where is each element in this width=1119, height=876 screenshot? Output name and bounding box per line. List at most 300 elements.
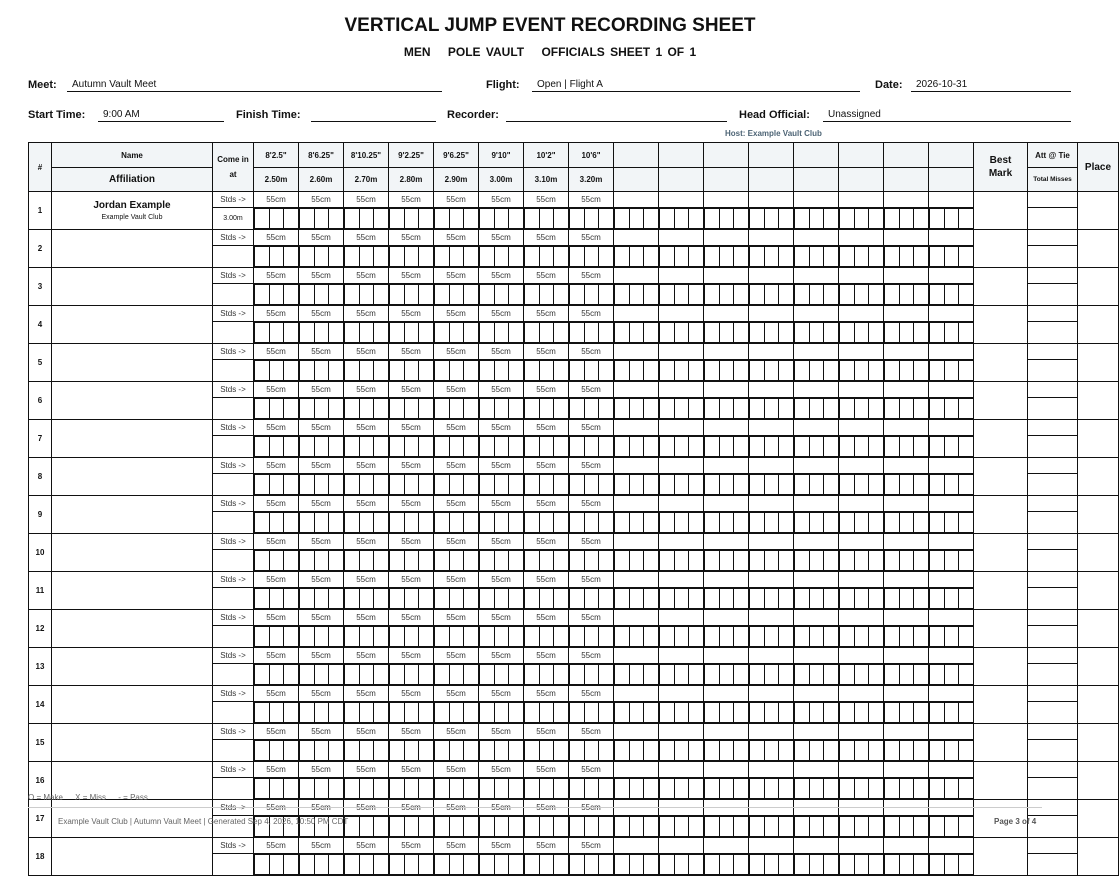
attempt-box[interactable]: [300, 399, 315, 419]
attempt-box[interactable]: [824, 285, 839, 305]
attempt-box[interactable]: [629, 361, 644, 381]
best-mark-cell[interactable]: [974, 838, 1028, 876]
attempt-box[interactable]: [494, 627, 509, 647]
attempt-box[interactable]: [750, 437, 765, 457]
standards-cell[interactable]: [884, 686, 929, 702]
attempt-box[interactable]: [374, 779, 389, 799]
standards-cell[interactable]: [659, 344, 704, 360]
standards-cell[interactable]: 55cm: [389, 420, 434, 436]
attempt-box[interactable]: [284, 627, 299, 647]
attempt-box[interactable]: [719, 741, 734, 761]
attempt-box[interactable]: [570, 855, 585, 875]
standards-cell[interactable]: [839, 686, 884, 702]
attempt-box[interactable]: [525, 817, 540, 837]
attempt-box[interactable]: [795, 855, 810, 875]
attempt-box[interactable]: [255, 437, 270, 457]
attempt-box[interactable]: [824, 817, 839, 837]
attempt-box[interactable]: [345, 551, 360, 571]
attempt-box[interactable]: [374, 247, 389, 267]
attempt-box[interactable]: [284, 285, 299, 305]
attempt-box[interactable]: [660, 703, 675, 723]
attempt-box[interactable]: [854, 399, 869, 419]
standards-cell[interactable]: [614, 420, 659, 436]
attempt-box[interactable]: [449, 855, 464, 875]
attempt-box[interactable]: [584, 855, 599, 875]
standards-cell[interactable]: [929, 610, 974, 626]
standards-cell[interactable]: 55cm: [524, 420, 569, 436]
come-in-height[interactable]: 3.00m: [213, 208, 254, 230]
attempt-box[interactable]: [359, 209, 374, 229]
attempt-box[interactable]: [314, 855, 329, 875]
attempt-box[interactable]: [689, 475, 704, 495]
attempt-box[interactable]: [809, 323, 824, 343]
attempt-box[interactable]: [449, 247, 464, 267]
attempt-box[interactable]: [674, 855, 689, 875]
attempt-box[interactable]: [899, 779, 914, 799]
attempt-box[interactable]: [314, 209, 329, 229]
attempt-box[interactable]: [869, 247, 884, 267]
attempt-box[interactable]: [764, 665, 779, 685]
attempt-box[interactable]: [480, 627, 495, 647]
attempt-box[interactable]: [959, 285, 974, 305]
standards-cell[interactable]: 55cm: [254, 572, 299, 588]
attempt-box[interactable]: [539, 247, 554, 267]
attempt-box[interactable]: [930, 475, 945, 495]
standards-cell[interactable]: [704, 838, 749, 854]
attempt-box[interactable]: [750, 589, 765, 609]
attempt-box[interactable]: [480, 741, 495, 761]
attempt-box[interactable]: [885, 703, 900, 723]
attempt-box[interactable]: [329, 285, 344, 305]
standards-cell[interactable]: [659, 382, 704, 398]
attempt-box[interactable]: [750, 855, 765, 875]
attempt-box[interactable]: [269, 437, 284, 457]
attempt-box[interactable]: [390, 399, 405, 419]
standards-cell[interactable]: [704, 724, 749, 740]
standards-cell[interactable]: [704, 458, 749, 474]
attempt-box[interactable]: [269, 247, 284, 267]
attempt-box[interactable]: [374, 209, 389, 229]
standards-cell[interactable]: 55cm: [434, 686, 479, 702]
attempt-box[interactable]: [734, 589, 749, 609]
attempt-box[interactable]: [644, 551, 659, 571]
standards-cell[interactable]: 55cm: [344, 838, 389, 854]
standards-cell[interactable]: 55cm: [479, 572, 524, 588]
standards-cell[interactable]: [749, 344, 794, 360]
standards-cell[interactable]: [614, 610, 659, 626]
attempt-box[interactable]: [314, 513, 329, 533]
attempt-box[interactable]: [599, 589, 614, 609]
come-in-height[interactable]: [213, 322, 254, 344]
attempt-box[interactable]: [599, 209, 614, 229]
attempt-box[interactable]: [570, 665, 585, 685]
attempt-box[interactable]: [660, 779, 675, 799]
attempt-box[interactable]: [674, 209, 689, 229]
attempt-box[interactable]: [435, 627, 450, 647]
attempt-box[interactable]: [359, 665, 374, 685]
standards-cell[interactable]: 55cm: [254, 344, 299, 360]
attempt-box[interactable]: [404, 323, 419, 343]
attempt-box[interactable]: [764, 475, 779, 495]
attempt-box[interactable]: [374, 855, 389, 875]
attempt-box[interactable]: [464, 513, 479, 533]
attempt-box[interactable]: [359, 627, 374, 647]
place-cell[interactable]: [1078, 686, 1119, 724]
attempt-box[interactable]: [255, 589, 270, 609]
standards-cell[interactable]: 55cm: [254, 686, 299, 702]
attempt-box[interactable]: [674, 513, 689, 533]
standards-cell[interactable]: 55cm: [479, 762, 524, 778]
attempt-box[interactable]: [494, 551, 509, 571]
attempt-box[interactable]: [554, 855, 569, 875]
attempt-box[interactable]: [959, 475, 974, 495]
attempt-box[interactable]: [869, 589, 884, 609]
standards-cell[interactable]: [884, 610, 929, 626]
attempt-box[interactable]: [269, 399, 284, 419]
attempt-box[interactable]: [509, 513, 524, 533]
standards-cell[interactable]: [614, 230, 659, 246]
attempt-box[interactable]: [509, 399, 524, 419]
attempt-box[interactable]: [345, 779, 360, 799]
attempt-box[interactable]: [509, 361, 524, 381]
standards-cell[interactable]: [929, 496, 974, 512]
attempt-box[interactable]: [959, 437, 974, 457]
attempt-box[interactable]: [584, 779, 599, 799]
attempt-box[interactable]: [644, 475, 659, 495]
att-at-tie-cell[interactable]: [1028, 838, 1078, 854]
standards-cell[interactable]: 55cm: [344, 800, 389, 816]
attempt-box[interactable]: [570, 323, 585, 343]
standards-cell[interactable]: 55cm: [389, 192, 434, 208]
standards-cell[interactable]: 55cm: [299, 230, 344, 246]
total-misses-cell[interactable]: [1028, 398, 1078, 420]
attempt-box[interactable]: [809, 247, 824, 267]
standards-cell[interactable]: [704, 344, 749, 360]
attempt-box[interactable]: [390, 285, 405, 305]
attempt-box[interactable]: [284, 323, 299, 343]
best-mark-cell[interactable]: [974, 496, 1028, 534]
attempt-box[interactable]: [824, 361, 839, 381]
attempt-box[interactable]: [390, 361, 405, 381]
attempt-box[interactable]: [345, 209, 360, 229]
att-at-tie-cell[interactable]: [1028, 724, 1078, 740]
come-in-height[interactable]: [213, 778, 254, 800]
standards-cell[interactable]: 55cm: [254, 838, 299, 854]
attempt-box[interactable]: [494, 703, 509, 723]
attempt-box[interactable]: [570, 513, 585, 533]
attempt-box[interactable]: [959, 361, 974, 381]
standards-cell[interactable]: 55cm: [344, 344, 389, 360]
come-in-height[interactable]: [213, 398, 254, 420]
date-field[interactable]: 2026-10-31: [911, 78, 1071, 92]
attempt-box[interactable]: [419, 627, 434, 647]
attempt-box[interactable]: [599, 703, 614, 723]
attempt-box[interactable]: [255, 323, 270, 343]
attempt-box[interactable]: [734, 361, 749, 381]
attempt-box[interactable]: [404, 285, 419, 305]
place-cell[interactable]: [1078, 648, 1119, 686]
standards-cell[interactable]: [614, 648, 659, 664]
standards-cell[interactable]: [704, 268, 749, 284]
best-mark-cell[interactable]: [974, 648, 1028, 686]
attempt-box[interactable]: [869, 475, 884, 495]
standards-cell[interactable]: 55cm: [434, 496, 479, 512]
attempt-box[interactable]: [435, 551, 450, 571]
attempt-box[interactable]: [674, 323, 689, 343]
standards-cell[interactable]: 55cm: [254, 268, 299, 284]
attempt-box[interactable]: [255, 399, 270, 419]
attempt-box[interactable]: [404, 817, 419, 837]
standards-cell[interactable]: 55cm: [344, 648, 389, 664]
attempt-box[interactable]: [750, 247, 765, 267]
attempt-box[interactable]: [689, 855, 704, 875]
standards-cell[interactable]: [704, 762, 749, 778]
attempt-box[interactable]: [570, 209, 585, 229]
attempt-box[interactable]: [764, 551, 779, 571]
attempt-box[interactable]: [840, 589, 855, 609]
standards-cell[interactable]: 55cm: [254, 724, 299, 740]
standards-cell[interactable]: 55cm: [569, 382, 614, 398]
standards-cell[interactable]: [614, 724, 659, 740]
attempt-box[interactable]: [494, 361, 509, 381]
attempt-box[interactable]: [795, 399, 810, 419]
attempt-box[interactable]: [494, 323, 509, 343]
standards-cell[interactable]: 55cm: [299, 724, 344, 740]
attempt-box[interactable]: [554, 665, 569, 685]
attempt-box[interactable]: [404, 209, 419, 229]
attempt-box[interactable]: [359, 551, 374, 571]
attempt-box[interactable]: [674, 437, 689, 457]
attempt-box[interactable]: [930, 855, 945, 875]
attempt-box[interactable]: [764, 779, 779, 799]
attempt-box[interactable]: [435, 361, 450, 381]
standards-cell[interactable]: 55cm: [479, 610, 524, 626]
attempt-box[interactable]: [840, 665, 855, 685]
attempt-box[interactable]: [314, 627, 329, 647]
standards-cell[interactable]: 55cm: [434, 838, 479, 854]
attempt-box[interactable]: [615, 285, 630, 305]
attempt-box[interactable]: [764, 855, 779, 875]
standards-cell[interactable]: 55cm: [524, 724, 569, 740]
attempt-box[interactable]: [390, 513, 405, 533]
attempt-box[interactable]: [750, 551, 765, 571]
attempt-box[interactable]: [435, 437, 450, 457]
attempt-box[interactable]: [300, 247, 315, 267]
best-mark-cell[interactable]: [974, 268, 1028, 306]
attempt-box[interactable]: [554, 779, 569, 799]
attempt-box[interactable]: [269, 285, 284, 305]
standards-cell[interactable]: 55cm: [344, 724, 389, 740]
attempt-box[interactable]: [464, 741, 479, 761]
standards-cell[interactable]: [749, 268, 794, 284]
attempt-box[interactable]: [404, 779, 419, 799]
att-at-tie-cell[interactable]: [1028, 306, 1078, 322]
attempt-box[interactable]: [885, 247, 900, 267]
standards-cell[interactable]: 55cm: [434, 230, 479, 246]
attempt-box[interactable]: [750, 627, 765, 647]
attempt-box[interactable]: [539, 741, 554, 761]
attempt-box[interactable]: [959, 551, 974, 571]
attempt-box[interactable]: [944, 399, 959, 419]
standards-cell[interactable]: 55cm: [254, 648, 299, 664]
attempt-box[interactable]: [644, 779, 659, 799]
standards-cell[interactable]: 55cm: [434, 534, 479, 550]
attempt-box[interactable]: [734, 665, 749, 685]
attempt-box[interactable]: [615, 247, 630, 267]
attempt-box[interactable]: [779, 589, 794, 609]
attempt-box[interactable]: [914, 399, 929, 419]
standards-cell[interactable]: 55cm: [479, 724, 524, 740]
attempt-box[interactable]: [464, 855, 479, 875]
attempt-box[interactable]: [300, 665, 315, 685]
attempt-box[interactable]: [584, 247, 599, 267]
attempt-box[interactable]: [764, 513, 779, 533]
attempt-box[interactable]: [719, 323, 734, 343]
standards-cell[interactable]: 55cm: [344, 458, 389, 474]
attempt-box[interactable]: [345, 627, 360, 647]
standards-cell[interactable]: [659, 724, 704, 740]
attempt-box[interactable]: [374, 741, 389, 761]
attempt-box[interactable]: [734, 247, 749, 267]
standards-cell[interactable]: 55cm: [389, 382, 434, 398]
standards-cell[interactable]: 55cm: [569, 800, 614, 816]
standards-cell[interactable]: [929, 306, 974, 322]
attempt-box[interactable]: [869, 855, 884, 875]
attempt-box[interactable]: [480, 247, 495, 267]
attempt-box[interactable]: [345, 589, 360, 609]
attempt-box[interactable]: [779, 399, 794, 419]
attempt-box[interactable]: [764, 399, 779, 419]
attempt-box[interactable]: [705, 741, 720, 761]
att-at-tie-cell[interactable]: [1028, 382, 1078, 398]
standards-cell[interactable]: 55cm: [254, 762, 299, 778]
attempt-box[interactable]: [599, 323, 614, 343]
attempt-box[interactable]: [629, 817, 644, 837]
standards-cell[interactable]: 55cm: [344, 572, 389, 588]
attempt-box[interactable]: [854, 741, 869, 761]
standards-cell[interactable]: [704, 496, 749, 512]
attempt-box[interactable]: [824, 209, 839, 229]
standards-cell[interactable]: 55cm: [569, 344, 614, 360]
attempt-box[interactable]: [554, 361, 569, 381]
attempt-box[interactable]: [795, 361, 810, 381]
athlete-name-cell[interactable]: [52, 420, 213, 458]
standards-cell[interactable]: [884, 306, 929, 322]
attempt-box[interactable]: [840, 817, 855, 837]
attempt-box[interactable]: [525, 361, 540, 381]
attempt-box[interactable]: [914, 665, 929, 685]
come-in-height[interactable]: [213, 854, 254, 876]
attempt-box[interactable]: [480, 475, 495, 495]
attempt-box[interactable]: [885, 475, 900, 495]
attempt-box[interactable]: [435, 817, 450, 837]
attempt-box[interactable]: [539, 513, 554, 533]
attempt-box[interactable]: [390, 703, 405, 723]
attempt-box[interactable]: [464, 475, 479, 495]
attempt-box[interactable]: [359, 247, 374, 267]
standards-cell[interactable]: [794, 268, 839, 284]
place-cell[interactable]: [1078, 306, 1119, 344]
attempt-box[interactable]: [779, 779, 794, 799]
attempt-box[interactable]: [509, 665, 524, 685]
attempt-box[interactable]: [824, 475, 839, 495]
attempt-box[interactable]: [750, 703, 765, 723]
attempt-box[interactable]: [824, 247, 839, 267]
attempt-box[interactable]: [554, 285, 569, 305]
attempt-box[interactable]: [689, 513, 704, 533]
attempt-box[interactable]: [705, 665, 720, 685]
attempt-box[interactable]: [959, 665, 974, 685]
attempt-box[interactable]: [615, 551, 630, 571]
attempt-box[interactable]: [300, 855, 315, 875]
standards-cell[interactable]: 55cm: [569, 306, 614, 322]
attempt-box[interactable]: [824, 323, 839, 343]
attempt-box[interactable]: [584, 323, 599, 343]
standards-cell[interactable]: 55cm: [479, 230, 524, 246]
athlete-name-cell[interactable]: [52, 344, 213, 382]
attempt-box[interactable]: [525, 589, 540, 609]
standards-cell[interactable]: [794, 306, 839, 322]
attempt-box[interactable]: [869, 285, 884, 305]
attempt-box[interactable]: [899, 665, 914, 685]
attempt-box[interactable]: [764, 817, 779, 837]
standards-cell[interactable]: [614, 572, 659, 588]
attempt-box[interactable]: [899, 589, 914, 609]
attempt-box[interactable]: [705, 817, 720, 837]
standards-cell[interactable]: 55cm: [254, 458, 299, 474]
standards-cell[interactable]: 55cm: [434, 610, 479, 626]
standards-cell[interactable]: 55cm: [434, 572, 479, 588]
attempt-box[interactable]: [584, 285, 599, 305]
standards-cell[interactable]: [794, 420, 839, 436]
attempt-box[interactable]: [480, 855, 495, 875]
attempt-box[interactable]: [854, 779, 869, 799]
best-mark-cell[interactable]: [974, 192, 1028, 230]
attempt-box[interactable]: [449, 817, 464, 837]
attempt-box[interactable]: [840, 323, 855, 343]
standards-cell[interactable]: 55cm: [299, 648, 344, 664]
attempt-box[interactable]: [824, 741, 839, 761]
attempt-box[interactable]: [539, 627, 554, 647]
attempt-box[interactable]: [750, 361, 765, 381]
attempt-box[interactable]: [779, 817, 794, 837]
standards-cell[interactable]: 55cm: [569, 230, 614, 246]
attempt-box[interactable]: [705, 323, 720, 343]
standards-cell[interactable]: [884, 192, 929, 208]
attempt-box[interactable]: [390, 855, 405, 875]
attempt-box[interactable]: [525, 855, 540, 875]
standards-cell[interactable]: [839, 838, 884, 854]
attempt-box[interactable]: [269, 665, 284, 685]
attempt-box[interactable]: [314, 665, 329, 685]
attempt-box[interactable]: [824, 551, 839, 571]
standards-cell[interactable]: [704, 192, 749, 208]
attempt-box[interactable]: [764, 703, 779, 723]
total-misses-cell[interactable]: [1028, 664, 1078, 686]
standards-cell[interactable]: 55cm: [524, 686, 569, 702]
standards-cell[interactable]: 55cm: [344, 534, 389, 550]
attempt-box[interactable]: [719, 437, 734, 457]
attempt-box[interactable]: [734, 323, 749, 343]
attempt-box[interactable]: [705, 627, 720, 647]
place-cell[interactable]: [1078, 838, 1119, 876]
standards-cell[interactable]: [794, 610, 839, 626]
attempt-box[interactable]: [840, 551, 855, 571]
attempt-box[interactable]: [584, 551, 599, 571]
attempt-box[interactable]: [419, 247, 434, 267]
total-misses-cell[interactable]: [1028, 246, 1078, 268]
come-in-height[interactable]: [213, 550, 254, 572]
